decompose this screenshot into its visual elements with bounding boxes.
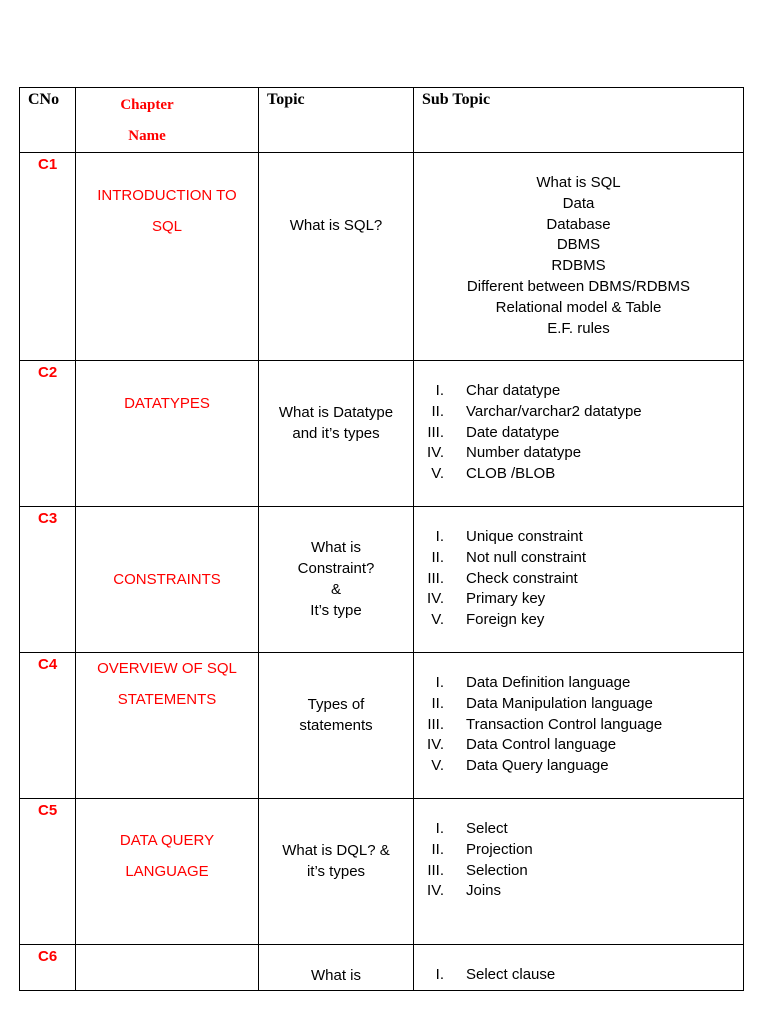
header-topic-label: Topic xyxy=(267,91,305,108)
topic-cell xyxy=(259,653,414,799)
list-numeral: II. xyxy=(431,548,444,566)
cno-cell xyxy=(20,799,76,945)
sub-topic-text: Unique constraint xyxy=(466,528,583,545)
sub-topic-item xyxy=(414,715,743,736)
syllabus-table xyxy=(19,87,744,991)
topic-line: and it’s types xyxy=(292,425,380,442)
sub-topic-item xyxy=(414,589,743,610)
list-numeral: IV. xyxy=(427,444,444,462)
chapter-number: C1 xyxy=(38,156,58,173)
chapter-number: C2 xyxy=(38,364,58,381)
list-numeral: III. xyxy=(427,569,444,587)
cno-cell xyxy=(20,507,76,653)
topic-cell xyxy=(259,799,414,945)
list-numeral: I. xyxy=(435,966,444,983)
sub-topic-text: Check constraint xyxy=(466,569,578,587)
sub-topic-text: Joins xyxy=(466,882,502,900)
chapter-number: C5 xyxy=(38,802,58,819)
sub-topic-text: Date datatype xyxy=(466,423,560,441)
sub-topic-item: Different between DBMS/RDBMS xyxy=(466,277,691,295)
sub-topic-item xyxy=(414,861,743,882)
list-numeral: III. xyxy=(427,715,444,733)
sub-topic-item: Data xyxy=(562,194,595,212)
sub-topic-text: Data Definition language xyxy=(466,674,631,691)
sub-topic-item xyxy=(414,756,743,777)
topic-line: Constraint? xyxy=(297,560,375,577)
sub-topic-list xyxy=(414,673,743,777)
sub-topic-item xyxy=(414,819,743,840)
chapter-name-line: INTRODUCTION TO xyxy=(97,187,237,204)
list-numeral: III. xyxy=(427,861,444,879)
sub-topic-text: Transaction Control language xyxy=(466,715,663,733)
chapter-name-line: SQL xyxy=(151,218,182,235)
sub-topic-item xyxy=(414,673,743,694)
topic-line: What is DQL? & xyxy=(282,842,390,859)
sub-topic-text: Not null constraint xyxy=(466,548,587,566)
topic-cell xyxy=(259,361,414,507)
list-numeral: II. xyxy=(431,840,444,858)
topic-cell xyxy=(259,153,414,361)
list-numeral: V. xyxy=(431,757,444,775)
sub-topic-item xyxy=(414,443,743,464)
header-chapter-name xyxy=(76,88,259,153)
chapter-cell xyxy=(76,653,259,799)
sub-topic-text: Number datatype xyxy=(466,444,582,462)
sub-topic-cell xyxy=(414,361,744,507)
topic-line: it’s types xyxy=(306,863,366,880)
chapter-number: C4 xyxy=(38,656,58,673)
sub-topic-item: DBMS xyxy=(556,236,601,254)
header-sub-topic-label: Sub Topic xyxy=(422,91,491,108)
header-topic xyxy=(259,88,414,153)
table-row xyxy=(20,799,744,945)
topic-cell xyxy=(259,945,414,991)
chapter-number: C3 xyxy=(38,510,58,527)
sub-topic-item xyxy=(414,735,743,756)
table-row xyxy=(20,653,744,799)
list-numeral: V. xyxy=(431,611,444,629)
topic-line: It’s type xyxy=(310,602,362,619)
sub-topic-list xyxy=(414,381,743,485)
chapter-cell xyxy=(76,799,259,945)
sub-topic-text: Varchar/varchar2 datatype xyxy=(466,402,642,420)
list-numeral: II. xyxy=(431,694,444,712)
sub-topic-text: Select clause xyxy=(466,966,556,983)
topic-line: statements xyxy=(299,717,373,734)
sub-topic-item: Relational model & Table xyxy=(495,298,662,316)
sub-topic-item xyxy=(414,610,743,631)
sub-topic-text: Primary key xyxy=(466,590,546,608)
table-row xyxy=(20,945,744,991)
table-row xyxy=(20,153,744,361)
sub-topic-text: Selection xyxy=(466,861,528,879)
header-row xyxy=(20,88,744,153)
sub-topic-item xyxy=(414,402,743,423)
sub-topic-text: Projection xyxy=(466,840,533,858)
sub-topic-text: CLOB /BLOB xyxy=(466,465,556,483)
list-numeral: III. xyxy=(427,423,444,441)
sub-topic-item: RDBMS xyxy=(551,257,606,275)
sub-topic-list xyxy=(414,965,743,986)
table-row xyxy=(20,361,744,507)
sub-topic-item xyxy=(414,464,743,485)
header-cno-label: CNo xyxy=(28,91,60,108)
list-numeral: I. xyxy=(435,820,444,837)
list-numeral: IV. xyxy=(427,882,444,900)
topic-line: & xyxy=(330,581,341,598)
list-numeral: II. xyxy=(431,402,444,420)
chapter-name-line: STATEMENTS xyxy=(117,691,217,708)
list-numeral: I. xyxy=(435,674,444,691)
header-chapter-line1: Chapter xyxy=(120,97,174,113)
sub-topic-text: Char datatype xyxy=(466,382,561,399)
sub-topic-item xyxy=(414,965,743,986)
sub-topic-cell xyxy=(414,507,744,653)
table-row xyxy=(20,507,744,653)
chapter-name-line: LANGUAGE xyxy=(125,863,209,880)
cno-cell xyxy=(20,653,76,799)
sub-topic-text: Data Manipulation language xyxy=(466,694,653,712)
chapter-cell xyxy=(76,945,259,991)
list-numeral: IV. xyxy=(427,590,444,608)
sub-topic-cell xyxy=(414,945,744,991)
sub-topic-item xyxy=(414,694,743,715)
sub-topic-item xyxy=(414,527,743,548)
sub-topic-text: Data Control language xyxy=(466,736,617,754)
header-sub-topic xyxy=(414,88,744,153)
topic-line: What is xyxy=(310,539,361,556)
sub-topic-cell xyxy=(414,799,744,945)
chapter-name-line: CONSTRAINTS xyxy=(113,571,221,588)
chapter-name-line: DATA QUERY xyxy=(119,832,215,849)
sub-topic-list xyxy=(414,819,743,902)
sub-topic-item xyxy=(414,881,743,902)
sub-topic-item: What is SQL xyxy=(536,174,621,191)
list-numeral: I. xyxy=(435,528,444,545)
topic-line: What is SQL? xyxy=(289,217,383,234)
sub-topic-cell xyxy=(414,153,744,361)
chapter-name-line: DATATYPES xyxy=(124,395,210,412)
sub-topic-item xyxy=(414,423,743,444)
sub-topic-cell xyxy=(414,653,744,799)
chapter-cell xyxy=(76,507,259,653)
cno-cell xyxy=(20,153,76,361)
list-numeral: I. xyxy=(435,382,444,399)
chapter-cell xyxy=(76,361,259,507)
sub-topic-text: Foreign key xyxy=(466,611,545,629)
header-cno xyxy=(20,88,76,153)
sub-topic-item xyxy=(414,548,743,569)
list-numeral: IV. xyxy=(427,736,444,754)
topic-line: What is Datatype xyxy=(278,404,394,421)
cno-cell xyxy=(20,945,76,991)
topic-cell xyxy=(259,507,414,653)
list-numeral: V. xyxy=(431,465,444,483)
sub-topic-list xyxy=(414,527,743,631)
header-chapter-line2: Name xyxy=(128,128,166,144)
sub-topic-item xyxy=(414,381,743,402)
sub-topic-item xyxy=(414,840,743,861)
sub-topic-item xyxy=(414,569,743,590)
topic-line: Types of xyxy=(307,696,365,713)
sub-topic-text: Data Query language xyxy=(466,757,609,775)
chapter-number: C6 xyxy=(38,948,58,965)
sub-topic-item: E.F. rules xyxy=(547,319,610,337)
sub-topic-item: Database xyxy=(546,215,611,233)
sub-topic-text: Select xyxy=(466,820,508,837)
topic-line: What is xyxy=(310,967,361,984)
chapter-cell xyxy=(76,153,259,361)
chapter-name-line: OVERVIEW OF SQL xyxy=(97,660,237,677)
cno-cell xyxy=(20,361,76,507)
